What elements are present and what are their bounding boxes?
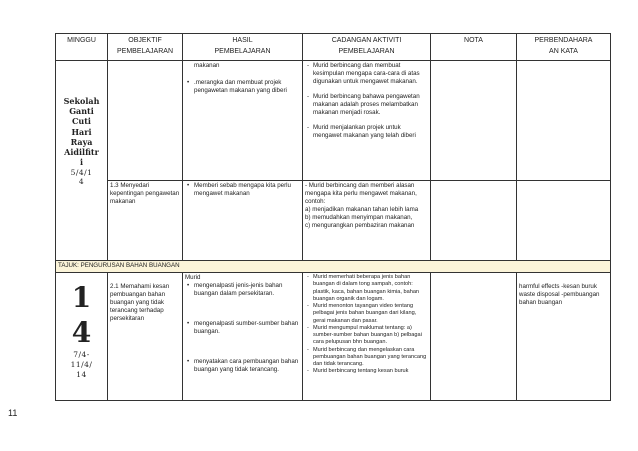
objektif-cell: 2.1 Memahami kesan pembuangan bahan buangan yang tidak terancang terhadap persekitaran bbox=[108, 273, 183, 401]
list-item: • mengenalpasti sumber-sumber bahan buangan. bbox=[194, 320, 300, 336]
nota-cell bbox=[431, 273, 517, 401]
list-item: - Murid berbincang dan mengelaskan cara pembuangan bahan buangan yang terancang dan tidak terancang. bbox=[313, 347, 428, 369]
list-item: - Murid menonton tayangan video tentang pelbagai jenis bahan buangan dari kilang, gerai makanan dan pasar. bbox=[313, 303, 428, 325]
header-hasil: HASIL PEMBELAJARAN bbox=[183, 34, 303, 61]
cadangan-cell: - Murid berbincang dan memberi alasan mengapa kita perlu mengawet makanan, contoh: a) menjadikan makanan tahan lebih lama b) memudahkan menyimpan makanan, c) mengurangkan pembaziran makanan bbox=[303, 181, 431, 261]
week-number-digit: 1 bbox=[71, 281, 92, 314]
cadangan-cell bbox=[303, 273, 431, 401]
header-cadangan: CADANGAN AKTIVITI PEMBELAJARAN bbox=[303, 34, 431, 61]
hasil-cell bbox=[183, 273, 303, 401]
hasil-cell bbox=[183, 181, 303, 261]
list-item: - Murid memerhati beberapa jenis bahan buangan di dalam tong sampah, contoh: plastik, kaca, bahan buangan kimia, bahan buangan organik dan logam. bbox=[313, 274, 428, 303]
hasil-text: makanan bbox=[194, 62, 220, 69]
header-objektif: OBJEKTIF PEMBELAJARAN bbox=[108, 34, 183, 61]
week-date: 5/4/1 4 bbox=[70, 167, 93, 187]
nota-cell bbox=[431, 181, 517, 261]
list-item: - Murid berbincang dan membuat kesimpulan mengapa cara-cara di atas digunakan untuk mengawet makanan. bbox=[313, 62, 428, 86]
kata-cell: harmful effects -kesan buruk waste disposal -pembuangan bahan buangan bbox=[517, 273, 611, 401]
list-item: - Murid berbincang bahawa pengawetan makanan adalah proses melambatkan makanan menjadi rosak. bbox=[313, 93, 428, 117]
week-cell bbox=[56, 61, 108, 261]
list-item: - Murid mengumpul maklumat tentang: a) sumber-sumber bahan buangan b) pelbagai cara pelupusan bhn buangan. bbox=[313, 325, 428, 347]
week-date: 7/4- 11/4/ 14 bbox=[70, 350, 93, 379]
week-cell bbox=[56, 273, 108, 401]
topic-row bbox=[56, 261, 611, 273]
list-item: • mengenalpasti jenis-jenis bahan buangan dalam persekitaran. bbox=[194, 282, 300, 298]
list-item: - Murid menjalankan projek untuk mengawet makanan yang telah diberi bbox=[313, 124, 428, 140]
table-row bbox=[56, 61, 611, 181]
objektif-cell: 1.3 Menyedari kepentingan pengawetan makanan bbox=[108, 181, 183, 261]
page-number: 11 bbox=[8, 408, 18, 418]
list-item: • menyatakan cara pembuangan bahan buangan yang tidak terancang. bbox=[194, 358, 300, 374]
kata-cell bbox=[517, 181, 611, 261]
nota-cell bbox=[431, 61, 517, 181]
list-item: - Murid berbincang tentang kesan buruk bbox=[313, 368, 428, 375]
header-nota: NOTA bbox=[431, 34, 517, 61]
list-item: • Memberi sebab mengapa kita perlu mengawet makanan bbox=[194, 182, 300, 198]
week-number-digit: 4 bbox=[71, 316, 92, 349]
week-label: Sekolah Ganti Cuti Hari Raya Aidilfitr i bbox=[63, 96, 100, 168]
list-item: • .merangka dan membuat projek pengawetan makanan yang diberi bbox=[194, 79, 300, 95]
topic-title: TAJUK: PENGURUSAN BAHAN BUANGAN bbox=[56, 261, 611, 273]
table-row bbox=[56, 181, 611, 261]
header-perbendaharaan: PERBENDAHARA AN KATA bbox=[517, 34, 611, 61]
objektif-cell-empty bbox=[108, 61, 183, 181]
header-row bbox=[56, 34, 611, 61]
cadangan-cell bbox=[303, 61, 431, 181]
kata-cell bbox=[517, 61, 611, 181]
header-minggu: MINGGU bbox=[56, 34, 108, 61]
hasil-cell bbox=[183, 61, 303, 181]
table-row bbox=[56, 273, 611, 401]
lesson-plan-table bbox=[55, 33, 611, 401]
hasil-label: Murid bbox=[185, 274, 201, 281]
